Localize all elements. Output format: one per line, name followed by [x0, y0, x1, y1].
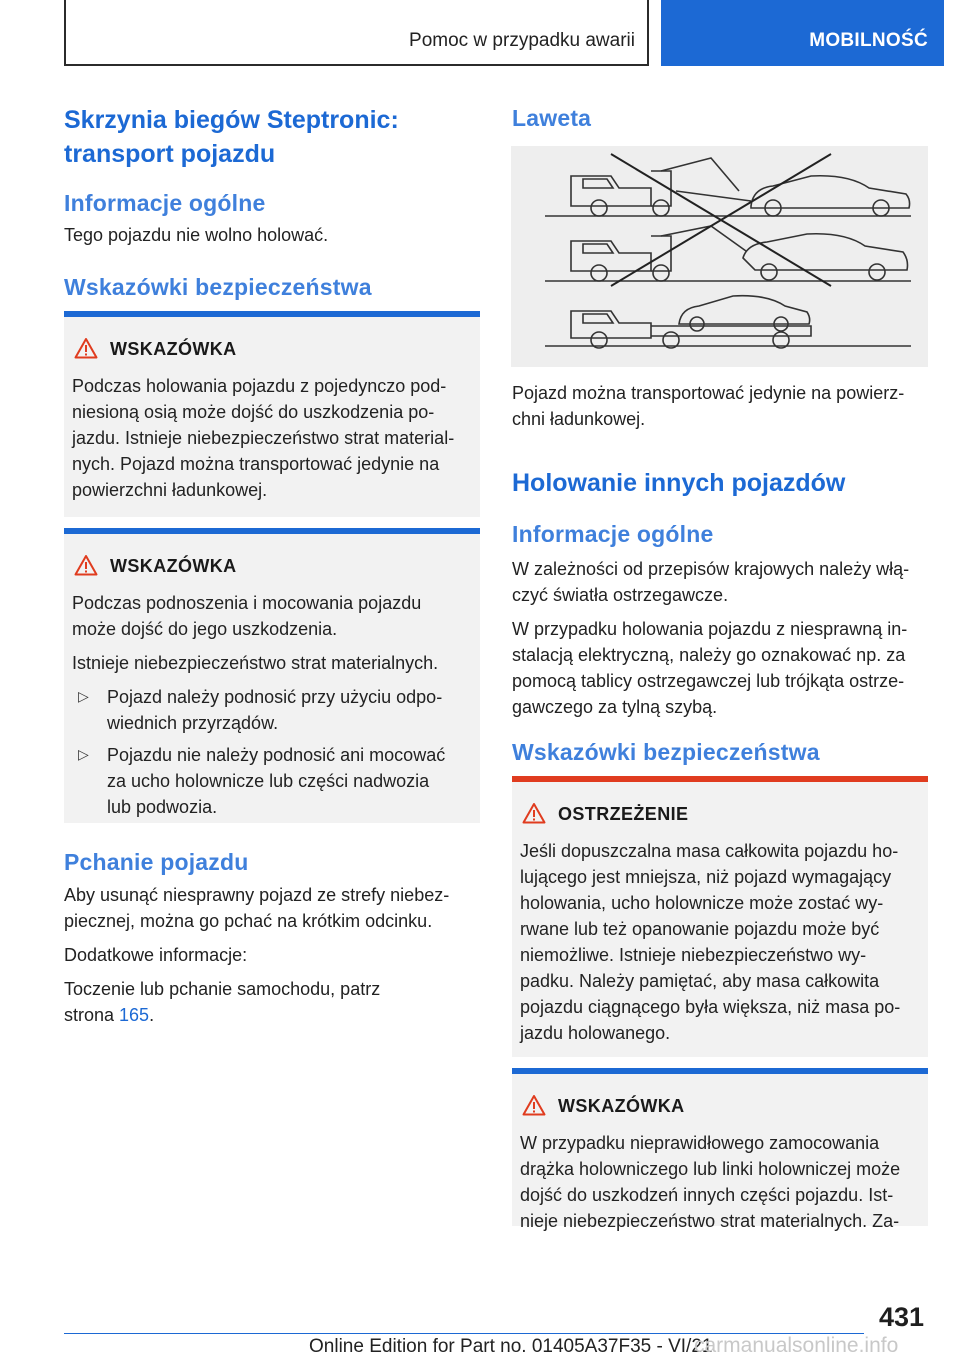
general-info-heading: Informacje ogólne — [64, 190, 266, 216]
warning-box — [512, 776, 928, 1057]
tow-truck-text: Pojazd można transportować jedynie na powierz- chni ładunkowej. — [512, 383, 905, 429]
warning-title: OSTRZEŻENIE — [558, 804, 689, 824]
notice-title: WSKAZÓWKA — [558, 1096, 685, 1116]
warning-triangle-icon — [74, 337, 98, 359]
header-section-title: Pomoc w przypadku awarii — [409, 30, 635, 51]
push-heading: Pchanie pojazdu — [64, 849, 249, 875]
list-item: Pojazd należy podnosić przy użyciu odpo- wiednich przyrządów. — [107, 687, 443, 733]
footer-edition: Online Edition for Part no. 01405A37F35 - VI/21 — [309, 1336, 713, 1357]
notice-text: Podczas holowania pojazdu z pojedynczo pod- niesioną osią może dojść do uszkodzenia po- jazdu. Istnieje niebezpieczeństwo strat material- nych. Pojazd można transportować jedynie na powierzchni ładunkowej. — [72, 376, 455, 500]
page-title-line2: transport pojazdu — [64, 140, 276, 168]
page-link-165[interactable]: 165 — [119, 1005, 150, 1025]
tow-truck-illustration — [511, 146, 928, 367]
list-item: Pojazdu nie należy podnosić ani mocować za ucho holownicze lub części nadwozia lub podwozia. — [107, 745, 446, 817]
bullet-arrow-icon: ▷ — [78, 746, 89, 762]
general-info-text: Tego pojazdu nie wolno holować. — [64, 225, 329, 245]
notice-box-1 — [64, 311, 480, 517]
hazard-lights-text: W zależności od przepisów krajowych należy włą- czyć światła ostrzegawcze. W przypadku holowania pojazdu z niesprawną in- stalacją elektryczną, należy go oznakować np. za pomocą tablicy ostrzegawczej lub trójkąta ostrze- gawczego za tylną szybą. — [512, 559, 910, 717]
warning-triangle-icon — [522, 802, 546, 824]
bullet-arrow-icon: ▷ — [78, 688, 89, 704]
notice-box-3 — [512, 1068, 928, 1231]
notice-box-2 — [64, 528, 480, 823]
push-text: Aby usunąć niesprawny pojazd ze strefy niebez- piecznej, można go pchać na krótkim odcinku. Dodatkowe informacje: Toczenie lub pchanie samochodu, patrz strona 165. — [64, 882, 449, 1028]
warning-triangle-icon — [74, 554, 98, 576]
notice-text: W przypadku nieprawidłowego zamocowania drążka holowniczego lub linki holowniczej może dojść do uszkodzeń innych części pojazdu. Ist- nieje niebezpieczeństwo strat materialnych. Za- — [520, 1133, 901, 1231]
header-chapter-title: MOBILNOŚĆ — [809, 30, 928, 51]
general-info-heading-right: Informacje ogólne — [512, 521, 714, 547]
header-chapter-tab[interactable] — [661, 0, 944, 66]
header-section-box — [64, 0, 649, 66]
notice-title: WSKAZÓWKA — [110, 556, 237, 576]
page-reference: strona 165. — [64, 1005, 155, 1025]
warning-text: Jeśli dopuszczalna masa całkowita pojazdu ho- lującego jest mniejsza, niż pojazd wymagający holowania, ucho holownicze może zostać wy- rwane lub też opanowanie pojazdu może być niemożliwe. Istnieje niebezpieczeństwo wy- padku. Należy pamiętać, aby masa całkowita pojazdu ciągnącego była większa, niż masa po- jazdu holowanego. — [520, 841, 901, 1043]
notice-text: Podczas podnoszenia i mocowania pojazdu może dojść do jego uszkodzenia. Istnieje niebezpieczeństwo strat materialnych. — [72, 593, 439, 673]
safety-heading-right: Wskazówki bezpieczeństwa — [512, 739, 820, 765]
other-vehicles-heading: Holowanie innych pojazdów — [512, 469, 846, 497]
page-number: 431 — [878, 1302, 924, 1332]
tow-truck-drawing — [511, 146, 928, 367]
notice-title: WSKAZÓWKA — [110, 339, 237, 359]
tow-truck-heading: Laweta — [512, 105, 592, 131]
warning-triangle-icon — [522, 1094, 546, 1116]
page-title — [64, 103, 399, 171]
page-title-line1: Skrzynia biegów Steptronic: — [64, 106, 399, 134]
watermark: carmanualsonline.info — [694, 1334, 899, 1357]
safety-heading-left: Wskazówki bezpieczeństwa — [64, 274, 372, 300]
